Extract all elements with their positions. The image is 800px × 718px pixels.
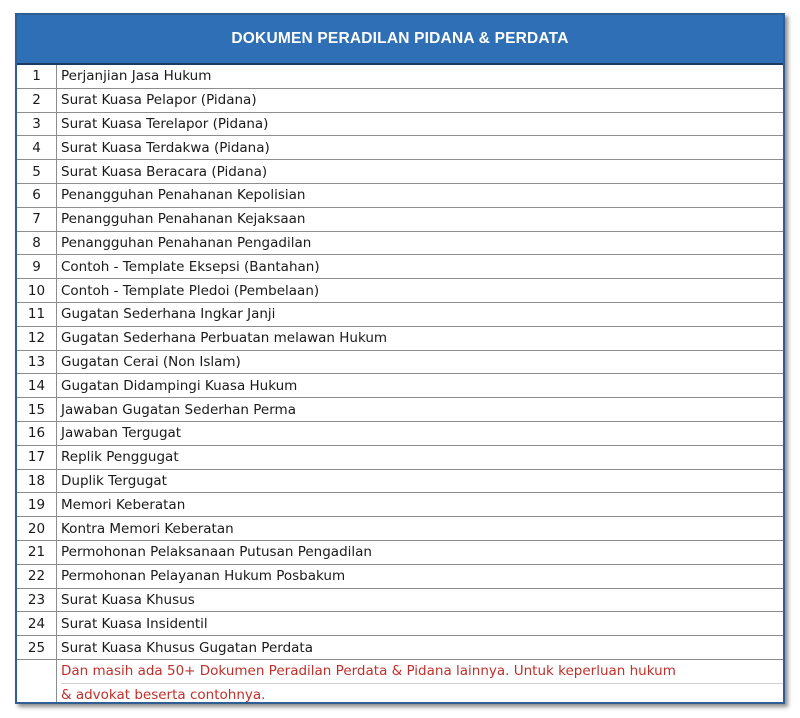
row-number: 17 (17, 446, 57, 469)
table-body (17, 65, 783, 660)
row-label: Surat Kuasa Terdakwa (Pidana) (61, 139, 270, 156)
row-number: 8 (17, 232, 57, 255)
table-row (17, 351, 783, 375)
row-label: Gugatan Cerai (Non Islam) (61, 353, 241, 370)
row-number: 9 (17, 255, 57, 278)
row-label: Surat Kuasa Khusus (61, 591, 195, 608)
row-number: 1 (17, 65, 57, 88)
footer-text (57, 660, 783, 704)
row-label: Surat Kuasa Terelapor (Pidana) (61, 115, 269, 132)
table-row (17, 65, 783, 89)
table-row (17, 160, 783, 184)
table-row (17, 374, 783, 398)
row-number: 4 (17, 136, 57, 159)
table-row (17, 303, 783, 327)
row-label: Permohonan Pelayanan Hukum Posbakum (61, 568, 346, 585)
table-header (17, 15, 783, 65)
table-row (17, 541, 783, 565)
row-number: 5 (17, 160, 57, 183)
row-number: 6 (17, 184, 57, 207)
table-row (17, 136, 783, 160)
table-row (17, 89, 783, 113)
table-row (17, 517, 783, 541)
row-label: Surat Kuasa Pelapor (Pidana) (61, 92, 257, 109)
row-number: 24 (17, 612, 57, 635)
table-row (17, 493, 783, 517)
footer-number-cell (17, 660, 57, 704)
row-label: Surat Kuasa Beracara (Pidana) (61, 163, 268, 180)
row-number: 3 (17, 113, 57, 136)
row-label: Jawaban Tergugat (61, 425, 182, 442)
row-number: 2 (17, 89, 57, 112)
table-row (17, 327, 783, 351)
row-label: Gugatan Sederhana Perbuatan melawan Hukum (61, 330, 388, 347)
table-row (17, 279, 783, 303)
row-label: Gugatan Didampingi Kuasa Hukum (61, 377, 298, 394)
row-number: 19 (17, 493, 57, 516)
table-row (17, 446, 783, 470)
row-number: 18 (17, 470, 57, 493)
table-row (17, 113, 783, 137)
row-number: 14 (17, 374, 57, 397)
row-number: 16 (17, 422, 57, 445)
row-label: Contoh - Template Eksepsi (Bantahan) (61, 258, 320, 275)
row-number: 21 (17, 541, 57, 564)
table-title: DOKUMEN PERADILAN PIDANA & PERDATA (231, 30, 569, 47)
row-label: Permohonan Pelaksanaan Putusan Pengadilan (61, 544, 372, 561)
footer-line-2: & advokat beserta contohnya. (61, 686, 266, 703)
footer-note (17, 660, 783, 704)
row-label: Replik Penggugat (61, 449, 179, 466)
row-label: Gugatan Sederhana Ingkar Janji (61, 306, 276, 323)
row-number: 25 (17, 636, 57, 659)
row-label: Penangguhan Penahanan Pengadilan (61, 234, 312, 251)
row-label: Penangguhan Penahanan Kejaksaan (61, 211, 306, 228)
table-row (17, 398, 783, 422)
row-number: 20 (17, 517, 57, 540)
table-row (17, 208, 783, 232)
row-number: 12 (17, 327, 57, 350)
table-row (17, 255, 783, 279)
table-row (17, 184, 783, 208)
row-number: 10 (17, 279, 57, 302)
footer-line-1: Dan masih ada 50+ Dokumen Peradilan Perdata & Pidana lainnya. Untuk keperluan hukum (61, 660, 783, 684)
row-label: Penangguhan Penahanan Kepolisian (61, 187, 306, 204)
row-number: 13 (17, 351, 57, 374)
row-number: 15 (17, 398, 57, 421)
row-label: Duplik Tergugat (61, 472, 167, 489)
row-number: 23 (17, 589, 57, 612)
table-row (17, 612, 783, 636)
row-number: 22 (17, 565, 57, 588)
row-label: Jawaban Gugatan Sederhan Perma (61, 401, 296, 418)
row-label: Contoh - Template Pledoi (Pembelaan) (61, 282, 320, 299)
document-table (15, 13, 785, 704)
row-label: Perjanjian Jasa Hukum (61, 68, 212, 85)
table-row (17, 589, 783, 613)
row-number: 7 (17, 208, 57, 231)
row-label: Surat Kuasa Insidentil (61, 615, 208, 632)
table-row (17, 470, 783, 494)
row-label: Surat Kuasa Khusus Gugatan Perdata (61, 639, 313, 656)
row-number: 11 (17, 303, 57, 326)
table-row (17, 636, 783, 660)
row-label: Kontra Memori Keberatan (61, 520, 234, 537)
table-row (17, 565, 783, 589)
row-label: Memori Keberatan (61, 496, 186, 513)
table-row (17, 232, 783, 256)
table-row (17, 422, 783, 446)
